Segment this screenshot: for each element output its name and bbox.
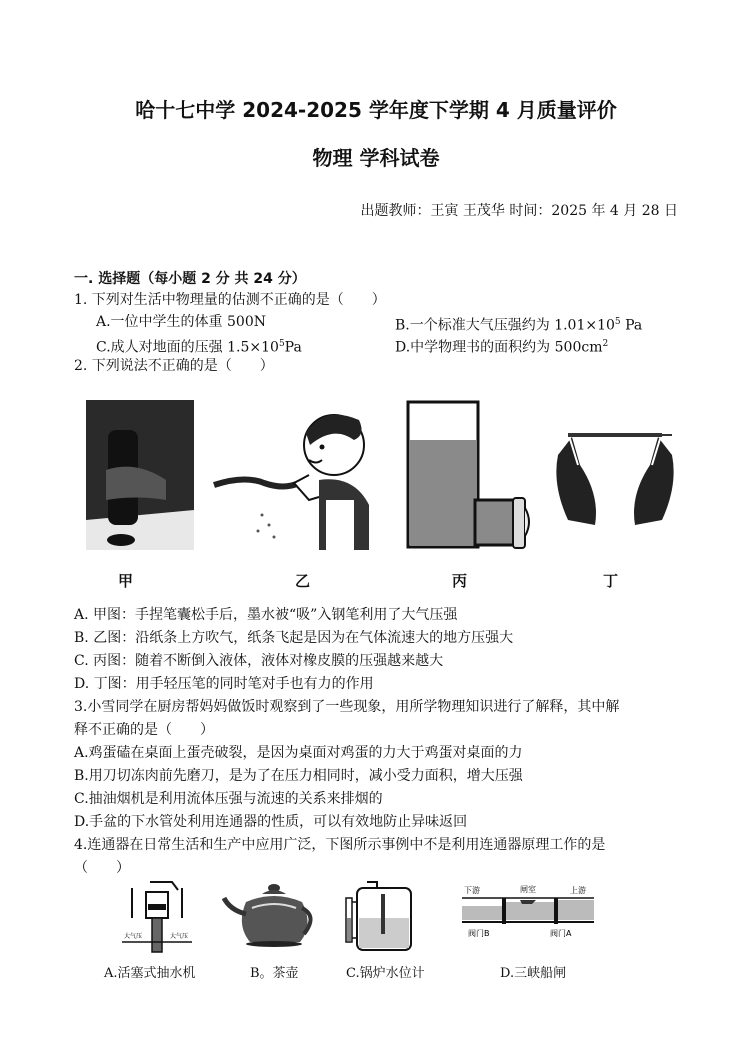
q1-option-c: C.成人对地面的压强 $1.5\times 10^5Pa$ — [96, 339, 302, 356]
figure-bing-container — [405, 400, 535, 555]
caption-bing: 丙 — [452, 572, 468, 590]
q2-option-b: B. 乙图：沿纸条上方吹气，纸条飞起是因为在气体流速大的地方压强大 — [74, 630, 514, 646]
q3-option-d: D.手盆的下水管处利用连通器的性质，可以有效地防止异味返回 — [74, 814, 468, 830]
q3-stem-line1: 3.小雪同学在厨房帮妈妈做饭时观察到了一些现象，用所学物理知识进行了解释，其中解 — [74, 699, 620, 715]
q2-stem: 2. 下列说法不正确的是（ ） — [74, 358, 274, 374]
q3-option-b: B.用刀切冻肉前先磨刀，是为了在压力相同时，减小受力面积，增大压强 — [74, 768, 523, 784]
figure-boiler-gauge — [343, 880, 419, 954]
q2-option-d: D. 丁图：用手轻压笔的同时笔对手也有力的作用 — [74, 676, 374, 692]
figure-jia-photo — [86, 400, 194, 550]
q3-stem-line2: 释不正确的是（ ） — [74, 722, 214, 738]
lock-label-upstream: 上游 — [570, 886, 586, 895]
caption-4d: D.三峡船闸 — [500, 966, 567, 981]
q1-option-d: D.中学物理书的面积约为 $500cm^2$ — [395, 339, 609, 356]
caption-4b: B。茶壶 — [250, 966, 299, 981]
figure-teapot — [222, 880, 318, 950]
q2-option-a: A. 甲图：手捏笔囊松手后，墨水被“吸”入钢笔利用了大气压强 — [74, 607, 458, 623]
caption-4a: A.活塞式抽水机 — [104, 966, 196, 981]
exam-meta: 出题教师：王寅 王茂华 时间：2025 年 4 月 28 日 — [360, 203, 678, 219]
caption-yi: 乙 — [295, 572, 311, 590]
figure-piston-pump — [122, 878, 192, 954]
caption-jia: 甲 — [118, 572, 134, 590]
exam-title: 哈十七中学 2024-2025 学年度下学期 4 月质量评价 — [135, 98, 617, 122]
q3-option-c: C.抽油烟机是利用流体压强与流速的关系来排烟的 — [74, 791, 383, 807]
lock-label-downstream: 下游 — [464, 886, 480, 895]
figure-yi-boy — [214, 405, 374, 555]
pump-label-left: 大气压 — [124, 933, 143, 940]
q1-option-a: A.一位中学生的体重 500N — [96, 314, 266, 330]
q3-option-a: A.鸡蛋磕在桌面上蛋壳破裂，是因为桌面对鸡蛋的力大于鸡蛋对桌面的力 — [74, 745, 523, 761]
section-heading: 一. 选择题（每小题 2 分 共 24 分） — [74, 271, 306, 287]
lock-label-valve-b: 阀门B — [468, 929, 490, 938]
figure-ship-lock — [462, 884, 594, 944]
figure-ding-hands — [550, 425, 680, 535]
q4-stem-line1: 4.连通器在日常生活和生产中应用广泛，下图所示事例中不是利用连通器原理工作的是 — [74, 837, 606, 853]
pump-label-right: 大气压 — [170, 933, 189, 940]
caption-4c: C.锅炉水位计 — [346, 966, 425, 981]
caption-ding: 丁 — [603, 572, 619, 590]
lock-label-valve-a: 阀门A — [550, 929, 572, 938]
lock-label-chamber: 闸室 — [520, 885, 536, 894]
q1-option-b: B.一个标准大气压强约为 $1.01\times 10^5$ Pa — [395, 317, 643, 334]
q2-option-c: C. 丙图：随着不断倒入液体，液体对橡皮膜的压强越来越大 — [74, 653, 444, 669]
q4-stem-line2: （ ） — [74, 860, 130, 876]
q1-stem: 1. 下列对生活中物理量的估测不正确的是（ ） — [74, 292, 386, 308]
exam-subtitle: 物理 学科试卷 — [312, 146, 440, 170]
